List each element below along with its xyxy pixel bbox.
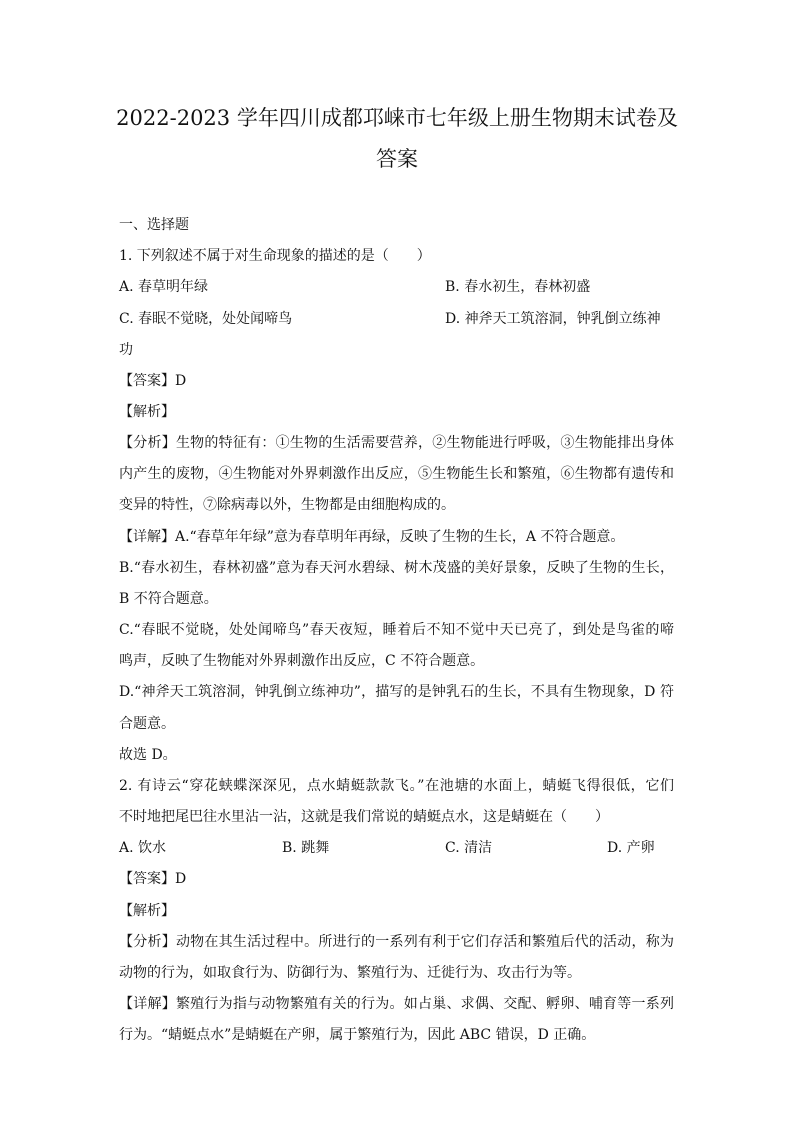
q2-detail-line: 【详解】繁殖行为指与动物繁殖有关的行为。如占巢、求偶、交配、孵卵、哺育等一系列	[119, 996, 674, 1012]
q1-detail-line: 合题意。	[119, 716, 175, 732]
q1-stem: 1. 下列叙述不属于对生命现象的描述的是（ ）	[119, 248, 431, 264]
section-heading: 一、选择题	[119, 217, 189, 233]
q2-option-b: B. 跳舞	[282, 840, 330, 856]
q1-detail-line: B.“春水初生，春林初盛”意为春天河水碧绿、树木茂盛的美好景象，反映了生物的生长，	[119, 560, 674, 576]
q1-analysis-line: 变异的特性，⑦除病毒以外，生物都是由细胞构成的。	[119, 497, 455, 513]
q1-analysis-heading: 【解析】	[119, 404, 175, 420]
q2-option-c: C. 清洁	[445, 840, 493, 856]
q2-analysis-line: 【分析】动物在其生活过程中。所进行的一系列有利于它们存活和繁殖后代的活动，称为	[119, 934, 674, 950]
q1-detail-line: D.“神斧天工筑溶洞，钟乳倒立练神功”，描写的是钟乳石的生长，不具有生物现象，D 符	[119, 684, 674, 700]
q1-answer: 【答案】D	[119, 373, 187, 389]
q1-detail-line: B 不符合题意。	[119, 591, 218, 607]
q2-stem-line: 2. 有诗云“穿花蛱蝶深深见，点水蜻蜓款款飞。”在池塘的水面上，蜻蜓飞得很低，它们	[119, 778, 674, 794]
q1-analysis-line: 内产生的废物，④生物能对外界刺激作出反应，⑤生物能生长和繁殖，⑥生物都有遗传和	[119, 466, 674, 482]
q1-option-b: B. 春水初生，春林初盛	[445, 279, 591, 295]
q2-analysis-line: 动物的行为，如取食行为、防御行为、繁殖行为、迁徙行为、攻击行为等。	[119, 965, 581, 981]
q1-option-a: A. 春草明年绿	[119, 279, 209, 295]
q1-detail-line: 【详解】A.“春草年年绿”意为春草明年再绿，反映了生物的生长，A 不符合题意。	[119, 529, 625, 545]
q1-option-d: D. 神斧天工筑溶洞，钟乳倒立练神	[445, 311, 661, 327]
q2-analysis-heading: 【解析】	[119, 903, 175, 919]
q1-conclusion: 故选 D。	[119, 747, 177, 763]
q2-option-a: A. 饮水	[119, 840, 167, 856]
q2-option-d: D. 产卵	[607, 840, 655, 856]
q2-stem-line: 不时地把尾巴往水里沾一沾，这就是我们常说的蜻蜓点水，这是蜻蜓在（ ）	[119, 809, 609, 825]
q1-detail-line: 鸣声，反映了生物能对外界刺激作出反应，C 不符合题意。	[119, 653, 485, 669]
q2-answer: 【答案】D	[119, 871, 187, 887]
q1-option-c: C. 春眠不觉晓，处处闻啼鸟	[119, 311, 293, 327]
q1-detail-line: C.“春眠不觉晓，处处闻啼鸟”春天夜短，睡着后不知不觉中天已亮了，到处是鸟雀的啼	[119, 622, 674, 638]
document-title-line-1: 2022-2023 学年四川成都邛崃市七年级上册生物期末试卷及	[116, 106, 678, 130]
q1-option-d-continued: 功	[119, 342, 133, 358]
q1-analysis-line: 【分析】生物的特征有：①生物的生活需要营养，②生物能进行呼吸，③生物能排出身体	[119, 435, 674, 451]
q2-detail-line: 行为。“蜻蜓点水”是蜻蜓在产卵，属于繁殖行为，因此 ABC 错误，D 正确。	[119, 1027, 596, 1043]
document-title-line-2: 答案	[376, 147, 418, 171]
